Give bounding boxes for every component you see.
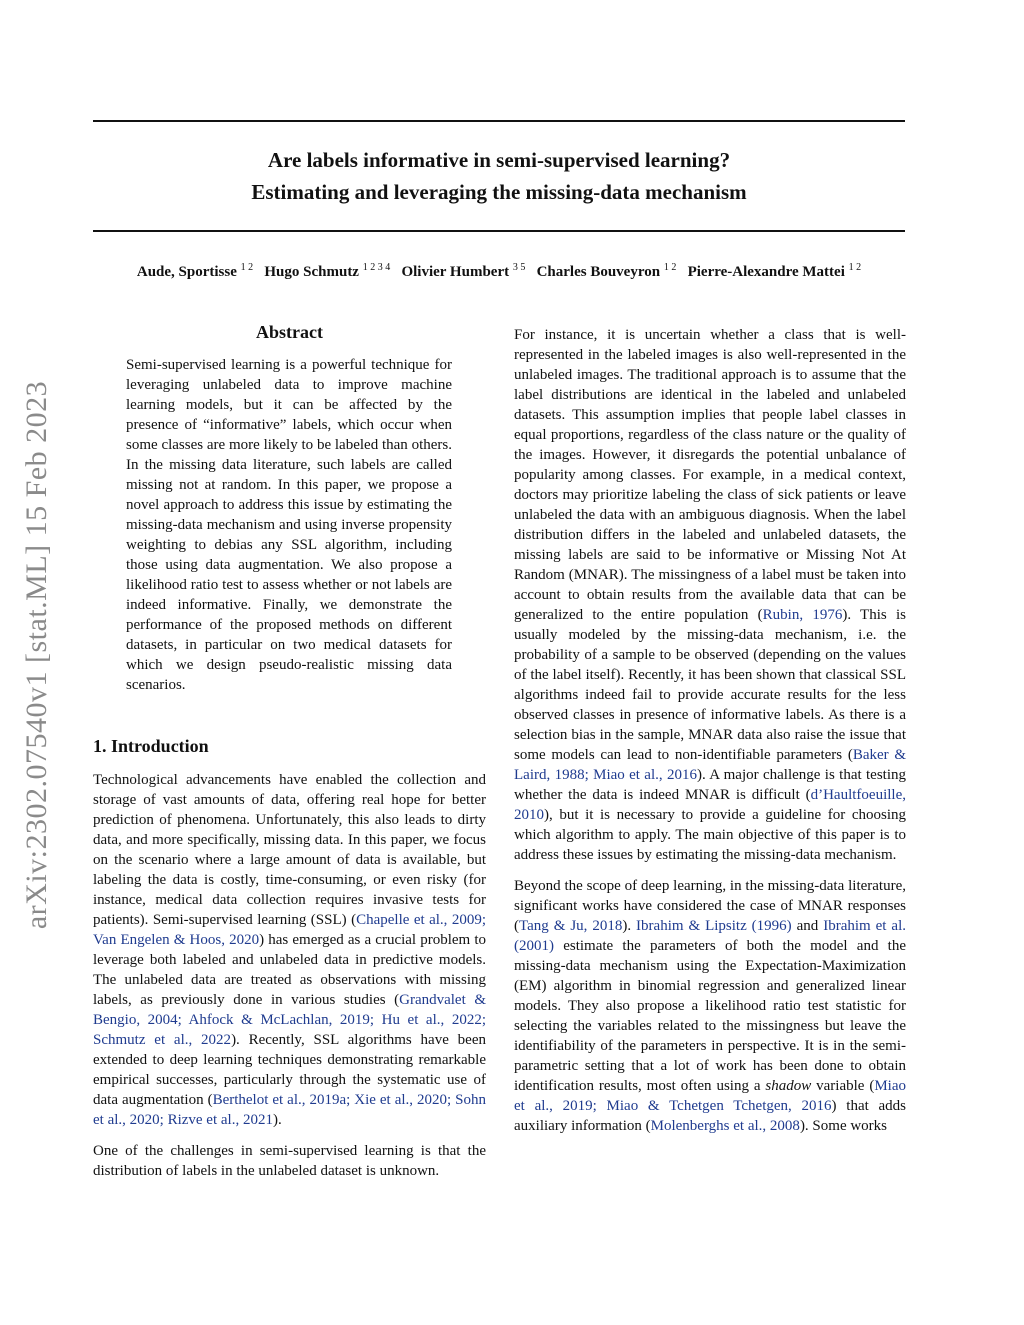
citation-link[interactable]: Grandvalet & Bengio, 2004; Ahfock & McLachlan, 2019; Hu et al., 2022; Schmutz et al., 2022 — [93, 992, 486, 1048]
citation-link[interactable]: Miao et al., 2019; Miao & Tchetgen Tchetgen, 2016 — [514, 1078, 906, 1114]
citation-link[interactable]: Tang & Ju, 2018 — [519, 918, 623, 934]
citation-link[interactable]: Ibrahim et al. (2001) — [514, 918, 906, 954]
title-line-1: Are labels informative in semi-supervised learning? — [267, 148, 731, 172]
citation-link[interactable]: Chapelle et al., 2009; Van Engelen & Hoos, 2020 — [93, 912, 486, 948]
citation-link[interactable]: Molenberghs et al., 2008 — [650, 1118, 800, 1134]
citation-link[interactable]: Ibrahim & Lipsitz (1996) — [636, 918, 792, 934]
paper-title — [93, 144, 905, 208]
author: Aude, Sportisse $^{1 2}$ — [136, 262, 254, 280]
citation-link[interactable]: Berthelot et al., 2019a; Xie et al., 2020; Sohn et al., 2020; Rizve et al., 2021 — [93, 1092, 486, 1128]
section-heading-introduction: 1. Introduction — [93, 736, 209, 756]
right-paragraph-1: For instance, it is uncertain whether a class that is well-represented in the labeled images is also well-represented in the unlabeled images. The traditional approach is to assume that the label distributions are identical in the labeled and unlabeled datasets. This assumption implies that people label classes in equal proportions, regardless of the class nature or the quality of the images. However, it disregards the potential unbalance of popularity among classes. For example, in a medical context, doctors may prioritize labeling the class of sick patients or leave unlabeled the data with an ambiguous diagnosis. When the label distribution differs in the labeled and unlabeled datasets, the missing labels are said to be informative or Missing Not At Random (MNAR). The missingness of a label must be taken into account to obtain results from the available data that can be generalized to the entire population (Rubin, 1976). This is usually modeled by the missing-data mechanism, i.e. the probability of a sample to be observed (depending on the values of the label itself). Recently, it has been shown that classical SSL algorithms indeed fail to provide accurate results for the less observed classes in presence of informative labels. As there is a selection bias in the sample, MNAR data also raise the issue that some models can lead to non-identifiable parameters (Baker & Laird, 1988; Miao et al., 2016). A major challenge is that testing whether the data is indeed MNAR is difficult (d’Haultfoeuille, 2010), but it is necessary to provide a guideline for choosing which algorithm to apply. The main objective of this paper is to address these issues by estimating the missing-data mechanism. — [514, 327, 907, 863]
abstract-heading: Abstract — [256, 322, 323, 342]
title-bottom-rule — [93, 230, 905, 232]
intro-paragraph-2: One of the challenges in semi-supervised learning is that the distribution of labels in the unlabeled dataset is unknown. — [93, 1143, 486, 1179]
author: Pierre-Alexandre Mattei $^{1 2}$ — [687, 262, 862, 280]
right-paragraph-2: Beyond the scope of deep learning, in the missing-data literature, significant works have considered the case of MNAR responses (Tang & Ju, 2018). Ibrahim & Lipsitz (1996) and Ibrahim et al. (2001) estimate the parameters of both the model and the missing-data mechanism using the Expectation-Maximization (EM) algorithm in binomial regression and generalized linear models. They also propose a likelihood ratio test statistic for selecting the variables related to the missingness but leave the identifiability of the parameters in perspective. It is in the semi-parametric setting that a lot of work has been done to obtain identification results, most often using a shadow variable (Miao et al., 2019; Miao & Tchetgen Tchetgen, 2016) that adds auxiliary information (Molenberghs et al., 2008). Some works — [514, 878, 907, 1134]
abstract-body: Semi-supervised learning is a powerful technique for leveraging unlabeled data to improve machine learning models, but it can be affected by the presence of “informative” labels, which occur when some classes are more likely to be labeled than others. In the missing data literature, such labels are called missing not at random. In this paper, we propose a novel approach to address this issue by estimating the missing-data mechanism and using inverse propensity weighting to debias any SSL algorithm, including those using data augmentation. We also propose a likelihood ratio test to assess whether or not labels are indeed informative. Finally, we demonstrate the performance of the proposed methods on different datasets, in particular on two medical datasets for which we design pseudo-realistic missing data scenarios. — [126, 357, 452, 693]
arxiv-identifier: arXiv:2302.07540v1 [stat.ML] 15 Feb 2023 — [20, 380, 53, 930]
author: Olivier Humbert $^{3 5}$ — [401, 262, 526, 280]
arxiv-sidebar — [10, 345, 64, 965]
right-column-body — [514, 325, 906, 1136]
citation-link[interactable]: Baker & Laird, 1988; Miao et al., 2016 — [514, 747, 906, 783]
intro-paragraph-1: Technological advancements have enabled the collection and storage of vast amounts of data, offering real hope for better prediction of phenomena. Unfortunately, this also leads to dirty data, and more specifically, missing data. In this paper, we focus on the scenario where a large amount of data is available, but labeling the data is costly, time-consuming, or even risky (for instance, medical data collection requires invasive tests for patients). Semi-supervised learning (SSL) (Chapelle et al., 2009; Van Engelen & Hoos, 2020) has emerged as a crucial problem to leverage both labeled and unlabeled data in predictive models. The unlabeled data are treated as observations with missing labels, as previously done in various studies (Grandvalet & Bengio, 2004; Ahfock & McLachlan, 2019; Hu et al., 2022; Schmutz et al., 2022). Recently, SSL algorithms have been extended to deep learning techniques demonstrating remarkable empirical successes, particularly through the systematic use of data augmentation (Berthelot et al., 2019a; Xie et al., 2020; Sohn et al., 2020; Rizve et al., 2021). — [93, 772, 487, 1128]
left-column-body — [93, 770, 486, 1181]
title-line-2: Estimating and leveraging the missing-data mechanism — [251, 180, 747, 204]
citation-link[interactable]: Rubin, 1976 — [762, 607, 843, 623]
citation-link[interactable]: d’Haultfoeuille, 2010 — [514, 787, 906, 823]
emphasis-shadow: shadow — [765, 1078, 812, 1094]
author-list — [93, 262, 905, 281]
author: Charles Bouveyron $^{1 2}$ — [536, 262, 677, 280]
author: Hugo Schmutz $^{1 2 3 4}$ — [264, 262, 391, 280]
top-rule — [93, 120, 905, 122]
